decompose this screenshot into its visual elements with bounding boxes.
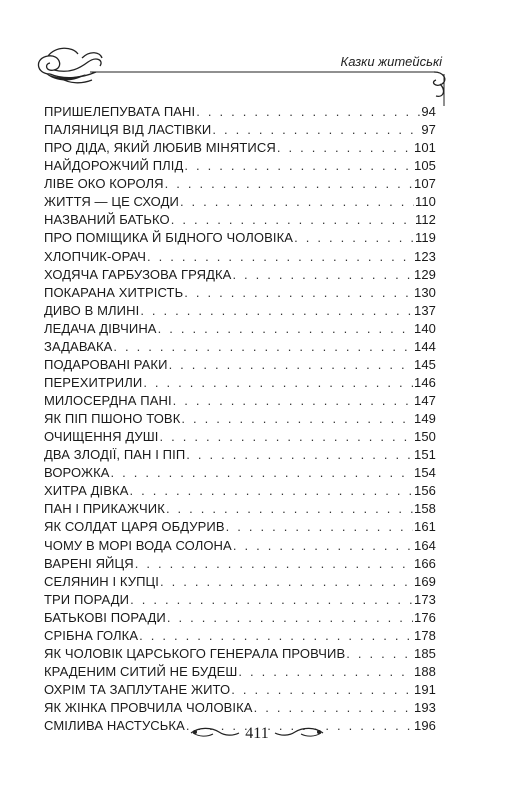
dot-leader <box>254 699 413 717</box>
toc-entry <box>44 374 436 392</box>
toc-entry-page: 119 <box>414 230 436 246</box>
dot-leader <box>173 392 413 410</box>
toc-entry-page: 97 <box>421 122 436 138</box>
toc-entry-page: 107 <box>414 176 436 192</box>
toc-entry-page: 188 <box>414 663 436 679</box>
toc-entry <box>44 663 436 681</box>
dot-leader <box>212 121 420 139</box>
toc-entry-title: ОХРІМ ТА ЗАПЛУТАНЕ ЖИТО <box>44 682 231 697</box>
dot-leader <box>346 645 413 663</box>
toc-entry <box>44 645 436 663</box>
toc-entry-title: ХЛОПЧИК-ОРАЧ <box>44 248 147 264</box>
toc-entry-title: ПЕРЕХИТРИЛИ <box>44 374 143 390</box>
toc-entry-title: ДВА ЗЛОДІЇ, ПАН І ПІП <box>44 447 186 463</box>
dot-leader <box>135 555 413 573</box>
toc-entry <box>44 573 436 591</box>
dot-leader <box>166 500 413 518</box>
dot-leader <box>184 157 413 175</box>
toc-entry-title: ПОДАРОВАНІ РАКИ <box>44 356 168 372</box>
toc-entry-page: 161 <box>414 519 436 535</box>
toc-entry-page: 123 <box>414 248 436 264</box>
toc-entry <box>44 193 436 211</box>
toc-entry-title: ВАРЕНІ ЯЙЦЯ <box>44 555 134 571</box>
toc-entry <box>44 464 436 482</box>
dot-leader <box>186 446 413 464</box>
toc-entry-page: 147 <box>414 393 436 408</box>
toc-entry-title: СЕЛЯНИН І КУПЦІ <box>44 573 159 589</box>
dot-leader <box>196 103 420 121</box>
toc-entry <box>44 157 436 175</box>
dot-leader <box>171 211 414 229</box>
toc-entry-page: 196 <box>414 718 436 734</box>
dot-leader <box>277 139 413 157</box>
toc-entry <box>44 591 436 609</box>
dot-leader <box>238 663 413 681</box>
dot-leader <box>129 482 413 500</box>
toc-entry <box>44 211 436 229</box>
dot-leader <box>140 302 413 320</box>
toc-entry <box>44 446 436 464</box>
toc-entry-page: 101 <box>414 140 436 156</box>
dot-leader <box>113 338 413 356</box>
toc-entry <box>44 537 436 555</box>
toc-entry <box>44 482 436 500</box>
flourish-left-icon <box>189 726 241 740</box>
toc-entry-page: 164 <box>414 537 436 553</box>
toc-entry-title: КРАДЕНИМ СИТИЙ НЕ БУДЕШ <box>44 663 238 679</box>
toc-entry-page: 166 <box>414 555 436 571</box>
toc-entry-title: ЯК ЖІНКА ПРОВЧИЛА ЧОЛОВІКА <box>44 700 253 716</box>
dot-leader <box>143 374 413 392</box>
toc-entry-page: 176 <box>414 609 436 625</box>
dot-leader <box>165 175 413 193</box>
toc-entry <box>44 410 436 428</box>
dot-leader <box>147 248 413 266</box>
toc-entry-title: ДИВО В МЛИНІ <box>44 302 140 318</box>
toc-entry-title: ТРИ ПОРАДИ <box>44 591 130 607</box>
toc-entry-title: ЛІВЕ ОКО КОРОЛЯ <box>44 176 164 192</box>
toc-entry-title: СРІБНА ГОЛКА <box>44 627 139 643</box>
toc-entry-page: 140 <box>414 320 436 336</box>
toc-entry-title: ЯК ПІП ПШОНО ТОВК <box>44 411 181 427</box>
toc-entry <box>44 175 436 193</box>
dot-leader <box>180 193 414 211</box>
toc-entry-title: ЛЕДАЧА ДІВЧИНА <box>44 320 157 336</box>
dot-leader <box>130 591 413 609</box>
dot-leader <box>226 518 413 536</box>
toc-entry <box>44 428 436 446</box>
toc-entry-page: 94 <box>421 104 436 119</box>
toc-entry-page: 130 <box>414 284 436 300</box>
dot-leader <box>160 428 413 446</box>
toc-entry-page: 145 <box>414 356 436 372</box>
toc-entry <box>44 681 436 699</box>
toc-entry <box>44 229 436 247</box>
toc-entry-title: СМІЛИВА НАСТУСЬКА <box>44 718 185 734</box>
toc-entry <box>44 302 436 320</box>
toc-entry <box>44 500 436 518</box>
toc-entry-title: ПРО ДІДА, ЯКИЙ ЛЮБИВ МІНЯТИСЯ <box>44 140 276 156</box>
toc-entry-title: ПРИШЕЛЕПУВАТА ПАНІ <box>44 104 196 119</box>
toc-entry <box>44 320 436 338</box>
toc-entry-page: 158 <box>414 501 436 517</box>
toc-entry-page: 149 <box>414 411 436 427</box>
toc-entry <box>44 248 436 266</box>
toc-entry <box>44 356 436 374</box>
dot-leader <box>184 284 413 302</box>
page-number: 411 <box>245 725 269 742</box>
toc-entry-title: ВОРОЖКА <box>44 465 110 481</box>
page-header <box>30 34 456 106</box>
toc-entry-title: ПРО ПОМІЩИКА Й БІДНОГО ЧОЛОВІКА <box>44 230 294 246</box>
toc-entry-page: 185 <box>414 645 436 661</box>
dot-leader <box>169 356 413 374</box>
dot-leader <box>231 681 413 699</box>
dot-leader <box>160 573 413 591</box>
dot-leader <box>233 537 413 555</box>
toc-entry <box>44 609 436 627</box>
toc-entry <box>44 392 436 410</box>
toc-entry <box>44 555 436 573</box>
toc-entry-title: ПАН І ПРИКАЖЧИК <box>44 501 165 517</box>
toc-entry-title: ПАЛЯНИЦЯ ВІД ЛАСТІВКИ <box>44 122 212 138</box>
toc-entry <box>44 266 436 284</box>
toc-entry-title: ЯК СОЛДАТ ЦАРЯ ОБДУРИВ <box>44 519 225 535</box>
toc-entry <box>44 121 436 139</box>
toc-entry <box>44 139 436 157</box>
toc-entry-page: 137 <box>414 302 436 318</box>
toc-entry-title: ЧОМУ В МОРІ ВОДА СОЛОНА <box>44 537 232 553</box>
toc-entry-page: 191 <box>414 682 436 697</box>
toc-entry-page: 150 <box>414 429 436 445</box>
dot-leader <box>232 266 413 284</box>
toc-entry-page: 110 <box>414 194 436 210</box>
dot-leader <box>181 410 413 428</box>
toc-entry-title: ЖИТТЯ — ЦЕ СХОДИ <box>44 194 179 210</box>
dot-leader <box>158 320 413 338</box>
dot-leader <box>139 627 413 645</box>
page-footer <box>0 724 514 748</box>
running-title: Казки житейські <box>340 54 442 69</box>
dot-leader <box>167 609 413 627</box>
toc-entry-title: БАТЬКОВІ ПОРАДИ <box>44 609 166 625</box>
dot-leader <box>111 464 413 482</box>
toc-entry-title: МИЛОСЕРДНА ПАНІ <box>44 393 172 408</box>
toc-entry-page: 154 <box>414 465 436 481</box>
toc-entry-title: ПОКАРАНА ХИТРІСТЬ <box>44 284 184 300</box>
toc-entry-title: НАЙДОРОЖЧИЙ ПЛІД <box>44 158 184 174</box>
table-of-contents <box>44 103 436 735</box>
toc-entry-page: 151 <box>414 447 436 463</box>
toc-entry-title: ЗАДАВАКА <box>44 338 113 354</box>
toc-entry-page: 112 <box>414 212 436 228</box>
toc-entry <box>44 284 436 302</box>
toc-entry-page: 178 <box>414 627 436 643</box>
toc-entry-page: 105 <box>414 158 436 174</box>
toc-entry-page: 144 <box>414 338 436 354</box>
toc-entry-page: 169 <box>414 573 436 589</box>
toc-entry-page: 173 <box>414 591 436 607</box>
toc-entry <box>44 699 436 717</box>
toc-entry <box>44 338 436 356</box>
toc-entry <box>44 627 436 645</box>
toc-entry-title: ЯК ЧОЛОВІК ЦАРСЬКОГО ГЕНЕРАЛА ПРОВЧИВ <box>44 645 346 661</box>
toc-entry-title: НАЗВАНИЙ БАТЬКО <box>44 212 170 228</box>
dot-leader <box>294 229 414 247</box>
toc-entry-title: ХОДЯЧА ГАРБУЗОВА ГРЯДКА <box>44 266 232 282</box>
toc-entry-title: ХИТРА ДІВКА <box>44 483 129 499</box>
toc-entry-page: 129 <box>414 266 436 282</box>
toc-entry-page: 156 <box>414 483 436 499</box>
toc-entry-title: ОЧИЩЕННЯ ДУШІ <box>44 429 159 445</box>
flourish-right-icon <box>273 726 325 740</box>
toc-entry <box>44 518 436 536</box>
swirl-ornament-icon <box>30 34 456 106</box>
toc-entry <box>44 103 436 121</box>
toc-entry-page: 193 <box>414 700 436 716</box>
toc-entry-page: 146 <box>414 374 436 390</box>
